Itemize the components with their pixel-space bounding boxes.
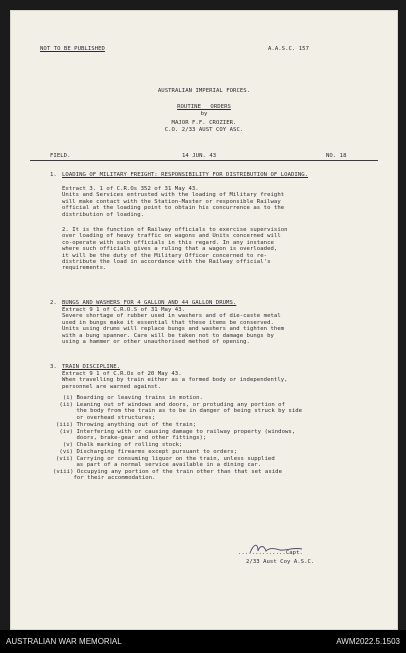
order-number: NO. 18 [326,153,347,159]
archive-footer [0,630,406,653]
order-date: 14 JUN. 43 [182,153,217,159]
force-title: AUSTRALIAN IMPERIAL FORCES. [157,88,251,94]
signature-unit: 2/33 Aust Coy A.S.C. [246,559,315,565]
author-name: MAJOR F.F. CROZIER. [171,120,237,126]
list-item: (v) Chalk marking of rolling stock; [56,442,183,448]
item-paragraph: 2. It is the function of Railway officials to exercise supervision over loading of heavy traffic on wagons and Units concerned will co-operate with such officials in this regard. In any instance where such officials gives a ruling that a wagon is overloaded, it will be the duty of the Military Officer concerned to re- distribute the load in accordance with the Railway official's requirements. [62,227,288,272]
by-line: by [200,111,208,117]
list-item: (i) Boarding or leaving trains in motion. [56,395,203,401]
list-item: (iii) Throwing anything out of the train; [56,422,197,428]
item-title: TRAIN DISCIPLINE. [62,364,121,370]
document-reference: A.A.S.C. 157 [268,46,310,52]
item-paragraph: Extract 9 1 of C.R.Os of 20 May 43. When travelling by train either as a formed body or independently, personnel are warned against. [62,371,288,390]
list-item: (ii) Leaning out of windows and doors, or protuding any portion of the body from the train as to be in danger of being struck by side or overhead structures; [59,402,303,421]
document-page [10,10,398,630]
author-unit: C.O. 2/33 AUST COY ASC. [164,127,244,133]
archive-name: AUSTRALIAN WAR MEMORIAL [6,637,122,646]
item-title: LOADING OF MILITARY FREIGHT: RESPONSIBILITY FOR DISTRIBUTION OF LOADING. [62,172,309,178]
list-item: (vi) Discharging firearms except pursuant to orders; [56,449,238,455]
item-paragraph: Extract 9 1 of C.R.O.S of 31 May 43. Severe shortage of rubber used in washers and of die-caste metal used in bungs make it essential that these items be conserved. Units using drums will replace bungs and washers and tighten them with a bung spanner. Care will be taken not to damage bungs by using a hammer or other unauthorised method of opening. [62,307,285,346]
list-item: (viii) Occupying any portion of the train other than that set aside for their accommodation. [53,469,282,482]
archive-accession-number: AWM2022.5.1503 [336,637,400,646]
item-number: 3. [50,364,57,370]
item-title: BUNGS AND WASHERS FOR 4 GALLON AND 44 GALLON DRUMS. [62,300,237,306]
routine-orders-heading: ROUTINE ORDERS [177,104,231,110]
restriction-notice: NOT TO BE PUBLISHED [40,46,105,52]
header-divider [30,160,378,161]
list-item: (vii) Carrying or consuming liquor on the train, unless supplied as part of a normal service available in a dining car. [56,456,275,469]
item-paragraph: Extract 3. 1 of C.R.Os 352 of 31 May 43. Units and Services entrusted with the loading of Military freight will make contact with the Station-Master or responsible Railway official at the loading point to obtain his concurrence as to the distribution of loading. [62,186,285,218]
item-number: 2. [50,300,57,306]
list-item: (iv) Interfering with or causing damage to railway property (windows, doors, brake-gear and other fittings); [59,429,296,442]
signature-line: ..............Capt. [238,550,303,556]
item-number: 1. [50,172,57,178]
location-field: FIELD. [50,153,71,159]
